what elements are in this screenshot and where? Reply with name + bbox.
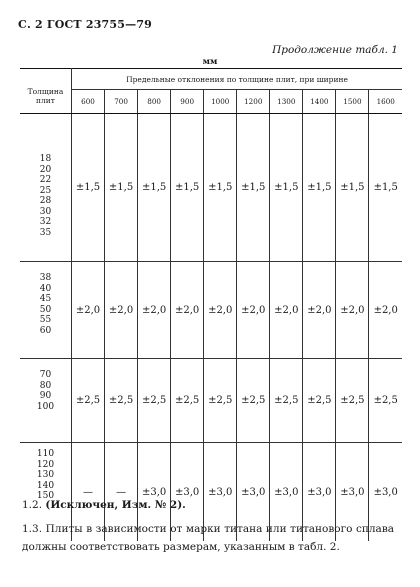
thickness-value: 28 xyxy=(39,196,52,206)
thickness-value: 45 xyxy=(39,294,52,304)
deviation-cell: ±1,5 xyxy=(237,114,270,262)
thickness-value: 38 xyxy=(39,273,52,283)
deviation-cell: ±1,5 xyxy=(270,114,303,262)
thickness-value: 25 xyxy=(39,185,52,196)
units-label: мм xyxy=(202,57,218,67)
page-reference: С. 2 ГОСТ 23755—79 xyxy=(18,18,153,31)
width-header-cell: 1600 xyxy=(369,90,402,114)
deviation-cell: ±3,0 xyxy=(204,443,237,542)
width-header-cell: 1000 xyxy=(204,90,237,114)
width-header-cell: 900 xyxy=(171,90,204,114)
paragraph-1-2-text: (Исключен, Изм. № 2). xyxy=(45,499,186,511)
paragraph-1-2 xyxy=(22,499,186,511)
deviation-header: Предельные отклонения по толщине плит, при ширине xyxy=(72,69,403,90)
deviation-cell: ±1,5 xyxy=(171,114,204,262)
deviation-cell: ±1,5 xyxy=(72,114,105,262)
deviation-cell: ±1,5 xyxy=(204,114,237,262)
width-header-cell: 1200 xyxy=(237,90,270,114)
deviation-cell: ±2,5 xyxy=(138,359,171,443)
width-header-row xyxy=(20,90,402,114)
thickness-value: 20 xyxy=(39,164,52,175)
tolerance-table-container xyxy=(20,68,402,541)
thickness-value: 130 xyxy=(36,470,55,480)
thickness-value: 60 xyxy=(39,325,52,336)
deviation-cell: ±3,0 xyxy=(138,443,171,542)
table-row xyxy=(20,262,402,359)
paragraph-1-3: 1.3. Плиты в зависимости от марки титана или титанового сплава должны соответствовать размерам, указанным в табл. 2. xyxy=(22,523,394,553)
thickness-value: 90 xyxy=(39,391,52,401)
deviation-cell: ±3,0 xyxy=(171,443,204,542)
width-header-cell: 1400 xyxy=(303,90,336,114)
deviation-cell: ±2,0 xyxy=(369,262,402,359)
width-header-cell: 1300 xyxy=(270,90,303,114)
deviation-cell: ±2,0 xyxy=(237,262,270,359)
width-header-cell: 700 xyxy=(105,90,138,114)
deviation-cell: ±2,5 xyxy=(303,359,336,443)
width-header-cell: 800 xyxy=(138,90,171,114)
deviation-cell: ±2,5 xyxy=(204,359,237,443)
deviation-cell: ±2,0 xyxy=(204,262,237,359)
width-header-cell: 600 xyxy=(72,90,105,114)
deviation-cell: ±2,5 xyxy=(369,359,402,443)
deviation-cell: — xyxy=(72,443,105,542)
thickness-value: 150 xyxy=(36,491,55,501)
deviation-cell: ±1,5 xyxy=(303,114,336,262)
deviation-cell: ±1,5 xyxy=(336,114,369,262)
thickness-value: 30 xyxy=(39,206,52,217)
table-row xyxy=(20,114,402,262)
deviation-cell: ±2,5 xyxy=(105,359,138,443)
thickness-value: 32 xyxy=(39,217,52,227)
deviation-cell: ±2,0 xyxy=(105,262,138,359)
deviation-cell: — xyxy=(105,443,138,542)
thickness-cell xyxy=(20,114,72,262)
deviation-cell: ±1,5 xyxy=(105,114,138,262)
thickness-value: 80 xyxy=(39,380,52,391)
deviation-cell: ±2,0 xyxy=(303,262,336,359)
thickness-value: 110 xyxy=(36,449,55,459)
deviation-cell: ±2,0 xyxy=(138,262,171,359)
thickness-value: 22 xyxy=(39,175,52,185)
thickness-value: 18 xyxy=(39,154,52,164)
thickness-cell xyxy=(20,262,72,359)
width-header-cell: 1500 xyxy=(336,90,369,114)
thickness-value: 50 xyxy=(39,304,52,315)
deviation-cell: ±3,0 xyxy=(237,443,270,542)
thickness-cell xyxy=(20,359,72,443)
deviation-cell: ±2,5 xyxy=(270,359,303,443)
deviation-cell: ±2,0 xyxy=(270,262,303,359)
deviation-cell: ±2,0 xyxy=(171,262,204,359)
thickness-value: 55 xyxy=(39,315,52,325)
deviation-cell: ±2,5 xyxy=(336,359,369,443)
deviation-cell: ±3,0 xyxy=(373,486,398,498)
thickness-value: 70 xyxy=(39,370,52,380)
table-row xyxy=(20,359,402,443)
thickness-value: 120 xyxy=(36,459,55,470)
deviation-cell: ±1,5 xyxy=(138,114,171,262)
thickness-value: 40 xyxy=(39,283,52,294)
deviation-cell: ±2,5 xyxy=(237,359,270,443)
deviation-cell: ±2,5 xyxy=(171,359,204,443)
deviation-cell: ±3,0 xyxy=(303,443,336,542)
thickness-value: 140 xyxy=(36,480,55,491)
deviation-cell: ±2,0 xyxy=(72,262,105,359)
deviation-cell: ±2,5 xyxy=(72,359,105,443)
table-body xyxy=(20,114,402,542)
paragraph-1-2-number: 1.2. xyxy=(22,499,43,511)
tolerance-table xyxy=(20,68,402,541)
deviation-cell: ±3,0 xyxy=(336,443,369,542)
deviation-cell: ±3,0 xyxy=(270,443,303,542)
table-continuation-label: Продолжение табл. 1 xyxy=(272,44,398,56)
thickness-value: 35 xyxy=(39,227,52,238)
deviation-cell: ±2,0 xyxy=(336,262,369,359)
deviation-cell: ±1,5 xyxy=(369,114,402,262)
thickness-value: 100 xyxy=(36,401,55,412)
thickness-column-header: Толщина плит xyxy=(20,69,72,114)
